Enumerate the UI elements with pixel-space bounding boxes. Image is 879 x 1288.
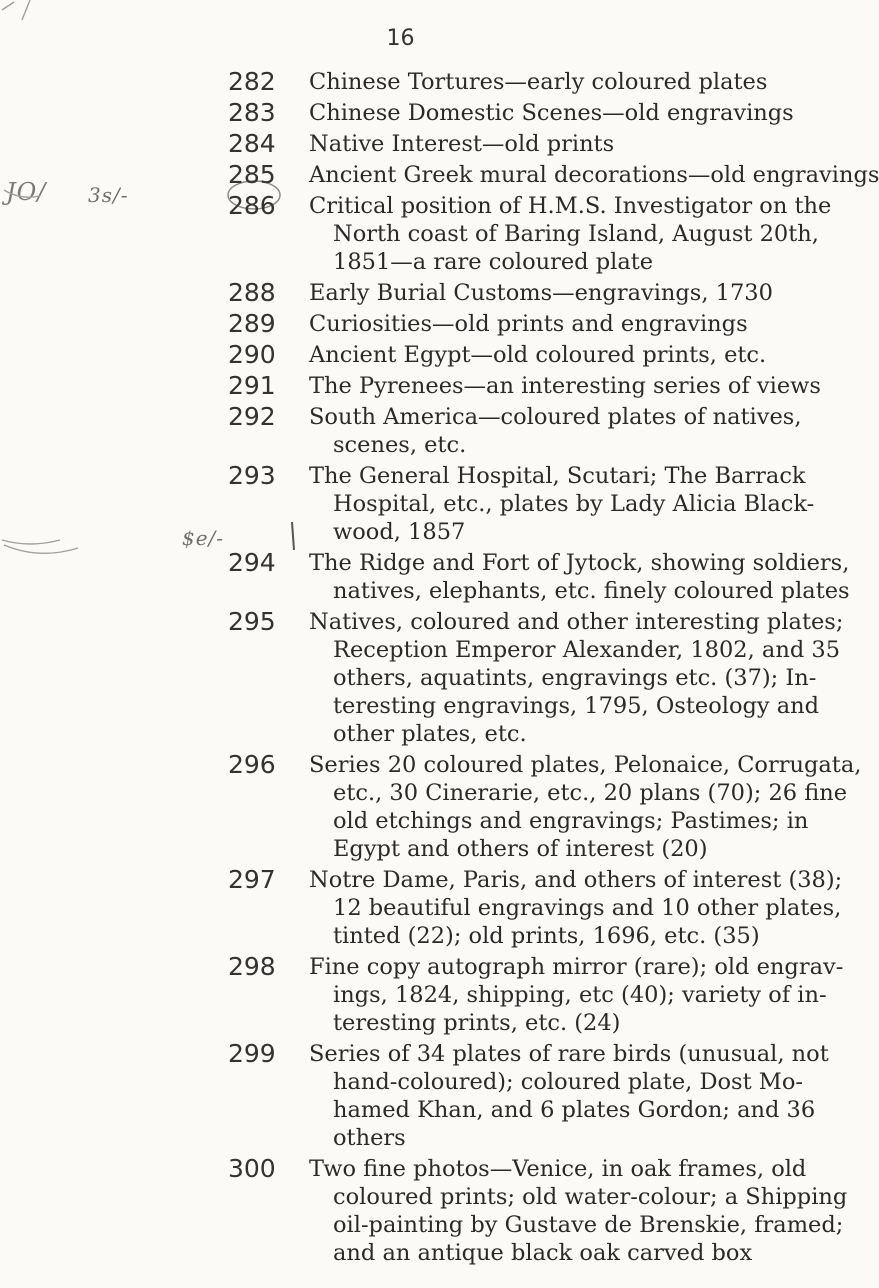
lot-description-line: North coast of Baring Island, August 20th, <box>333 221 819 247</box>
lot-description-line: old etchings and engravings; Pastimes; in <box>333 808 809 834</box>
lot-description <box>309 608 844 748</box>
lot-description <box>309 953 844 1037</box>
lot-entry <box>0 750 862 863</box>
lot-entry <box>0 130 801 158</box>
lot-description-line: The General Hospital, Scutari; The Barrack <box>309 463 806 489</box>
lot-description-line: Reception Emperor Alexander, 1802, and 35 <box>333 637 841 663</box>
lot-description-line: Curiosities—old prints and engravings <box>309 311 748 337</box>
lot-description <box>309 751 862 863</box>
lot-description <box>309 279 777 307</box>
lot-description-line: Critical position of H.M.S. Investigator on the <box>309 193 832 219</box>
lot-description-line: scenes, etc. <box>333 432 467 458</box>
lot-number: 297 <box>228 865 276 894</box>
lot-description-line: Two fine photos—Venice, in oak frames, old <box>309 1156 807 1182</box>
lot-entry <box>0 1039 829 1152</box>
margin-annotation-left-scribble: JO/ <box>6 178 47 206</box>
lot-description-line: Natives, coloured and other interesting plates; <box>309 609 844 635</box>
lot-description <box>309 462 815 546</box>
lot-entry <box>0 68 801 96</box>
lot-description-line: wood, 1857 <box>333 519 466 545</box>
lot-entry <box>0 548 850 605</box>
lot-number: 295 <box>228 607 276 636</box>
lot-description-line: Ancient Egypt—old coloured prints, etc. <box>309 342 767 368</box>
lot-description-line: Chinese Tortures—early coloured plates <box>309 69 768 95</box>
lot-entry <box>0 310 801 338</box>
lot-entry <box>0 99 801 127</box>
lot-entry <box>0 1154 848 1267</box>
lot-description-line: Notre Dame, Paris, and others of interest (38); <box>309 867 843 893</box>
lot-entry <box>0 403 801 459</box>
lot-number: 296 <box>228 750 276 779</box>
lot-description-line: Hospital, etc., plates by Lady Alicia Black- <box>333 491 815 517</box>
lot-description-line: teresting prints, etc. (24) <box>333 1010 621 1036</box>
lot-description-line: etc., 30 Cinerarie, etc., 20 plans (70); 26 fine <box>333 780 848 806</box>
lot-description-line: others <box>333 1125 406 1151</box>
lot-entry <box>0 371 821 400</box>
lot-entry <box>0 607 844 748</box>
lot-entry <box>0 160 879 189</box>
lot-number: 289 <box>228 309 276 338</box>
lot-number: 288 <box>228 278 276 307</box>
lot-description <box>309 341 777 369</box>
lot-description-line: oil-painting by Gustave de Brenskie, framed; <box>333 1212 844 1238</box>
margin-annotation-294: $e/- <box>182 526 225 550</box>
lot-description-line: Egypt and others of interest (20) <box>333 836 708 862</box>
lot-description-line: Series 20 coloured plates, Pelonaice, Corrugata, <box>309 752 862 778</box>
lot-description-line: Chinese Domestic Scenes—old engravings <box>309 100 794 126</box>
lot-description <box>309 372 821 400</box>
lot-entry <box>0 279 801 307</box>
lot-number: 293 <box>228 461 276 490</box>
lot-list <box>0 67 879 1270</box>
lot-description-line: and an antique black oak carved box <box>333 1240 753 1266</box>
lot-description <box>309 161 879 189</box>
lot-number: 284 <box>228 129 276 158</box>
lot-number: 298 <box>228 952 276 981</box>
lot-description-line: ings, 1824, shipping, etc (40); variety of in- <box>333 982 827 1008</box>
lot-entry <box>0 341 801 369</box>
lot-description <box>309 130 777 158</box>
lot-number: 300 <box>228 1154 276 1183</box>
lot-description-line: tinted (22); old prints, 1696, etc. (35) <box>333 923 760 949</box>
lot-description-line: others, aquatints, engravings etc. (37); In- <box>333 665 817 691</box>
lot-description-line: Fine copy autograph mirror (rare); old engrav- <box>309 954 844 980</box>
lot-description-line: 12 beautiful engravings and 10 other plates, <box>333 895 842 921</box>
lot-entry <box>0 461 815 546</box>
lot-description <box>309 1040 829 1152</box>
lot-description <box>309 99 794 127</box>
lot-number: 282 <box>228 67 276 96</box>
lot-description-line: teresting engravings, 1795, Osteology and <box>333 693 820 719</box>
lot-description <box>309 403 802 459</box>
lot-entry <box>0 952 844 1037</box>
lot-description <box>309 549 850 605</box>
lot-number: 291 <box>228 371 276 400</box>
lot-description <box>309 310 777 338</box>
lot-number: 290 <box>228 340 276 369</box>
margin-annotation-285: 3s/- <box>88 183 129 207</box>
lot-description-line: other plates, etc. <box>333 721 527 747</box>
lot-description-line: 1851—a rare coloured plate <box>333 249 654 275</box>
lot-number: 294 <box>228 548 276 577</box>
lot-description-line: coloured prints; old water-colour; a Shipping <box>333 1184 848 1210</box>
lot-entry <box>0 865 843 950</box>
lot-number: 285 <box>228 160 276 189</box>
lot-description-line: The Pyrenees—an interesting series of views <box>309 373 821 399</box>
lot-entry <box>0 191 832 276</box>
lot-number: 292 <box>228 402 276 431</box>
lot-description-line: Series of 34 plates of rare birds (unusual, not <box>309 1041 829 1067</box>
lot-description-line: Native Interest—old prints <box>309 131 615 157</box>
lot-description <box>309 866 843 950</box>
lot-description-line: hamed Khan, and 6 plates Gordon; and 36 <box>333 1097 816 1123</box>
lot-number: 299 <box>228 1039 276 1068</box>
lot-number: 286 <box>228 191 276 220</box>
page-number: 16 <box>386 26 415 51</box>
lot-number: 283 <box>228 98 276 127</box>
lot-description-line: Ancient Greek mural decorations—old engravings <box>309 162 879 188</box>
lot-description-line: South America—coloured plates of natives, <box>309 404 802 430</box>
lot-description-line: hand-coloured); coloured plate, Dost Mo- <box>333 1069 803 1095</box>
lot-description-line: natives, elephants, etc. finely coloured plates <box>333 578 850 604</box>
lot-description <box>309 1155 848 1267</box>
lot-description-line: Early Burial Customs—engravings, 1730 <box>309 280 773 306</box>
lot-description-line: The Ridge and Fort of Jytock, showing soldiers, <box>309 550 850 576</box>
lot-description <box>309 192 832 276</box>
lot-description <box>309 68 777 96</box>
